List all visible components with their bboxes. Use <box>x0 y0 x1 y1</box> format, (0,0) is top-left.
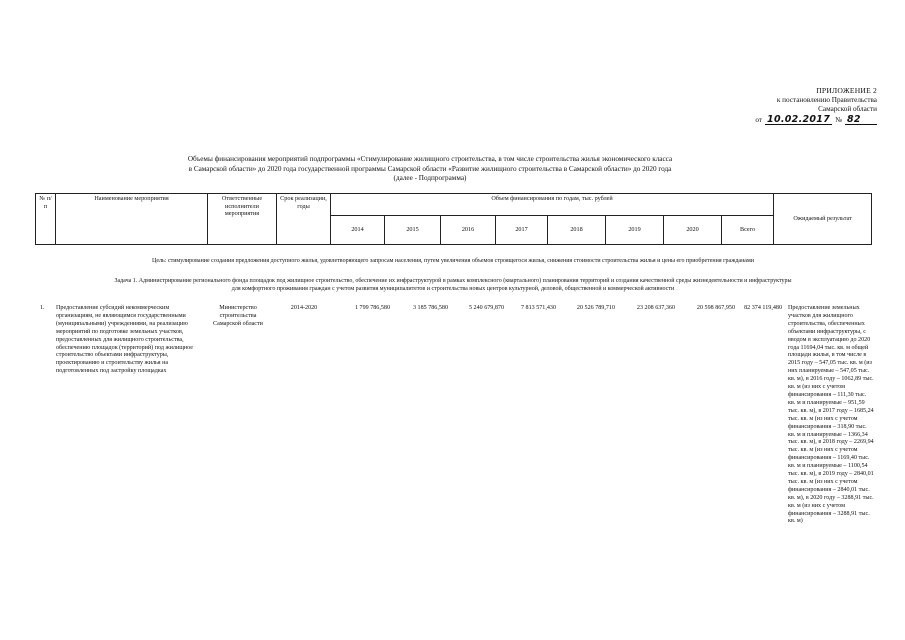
header-year: 2016 <box>441 215 496 244</box>
amount-2017: 7 813 571,430 <box>520 305 556 311</box>
task-block <box>35 278 871 293</box>
heading-line-3: (далее - Подпрограмма) <box>393 174 467 182</box>
header-year: 2020 <box>664 215 722 244</box>
executor: Министерство строительства Самарской области <box>213 305 263 327</box>
heading-line-2: в Самарской области» до 2020 года государственной программы Самарской области «Развитие жилищного строительства в Самарской области» до 2020 года <box>188 164 672 173</box>
amount-2014: 1 799 786,580 <box>354 305 390 311</box>
amount-2016: 5 240 679,870 <box>468 305 504 311</box>
appendix-block <box>727 86 877 125</box>
header-total: Всего <box>722 215 774 244</box>
document-heading <box>150 155 710 184</box>
from-label: от <box>755 115 763 124</box>
activity-name: Предоставление субсидий некоммерческим организациям, не являющимся государственными (муниципальными) учреждениями, на реализацию мероприятий по подготовке земельных участков, предоставленных для жилищного строительства, обеспечению площадок (территорий) под жилищное строительство объектами инфраструктуры, проектированию и строительству жилья на подготовленных под застройку площадках <box>56 305 193 375</box>
header-term: Срок реализации, годы <box>277 194 331 245</box>
heading-line-1: Объемы финансирования мероприятий подпрограммы «Стимулирование жилищного строительства, в том числе строительства жилья экономического класса <box>187 155 673 163</box>
header-year: 2018 <box>548 215 606 244</box>
amount-total: 82 374 119,480 <box>744 305 782 311</box>
task-line-2: для комфортного проживания граждан с учетом развития муниципалитетов и строительства новых центров культурной, деловой, общественной и коммерческой активности <box>231 285 675 292</box>
appendix-title: ПРИЛОЖЕНИЕ 2 <box>816 86 877 95</box>
appendix-line-1: к постановлению Правительства <box>776 95 877 104</box>
expected-result: Предоставление земельных участков для жилищного строительства, обеспеченных объектами инфраструктуры, с вводом в эксплуатацию до 2020 года 11694,04 тыс. кв. м общей площади жилья, в том числе в 2015 году – 547,05 тыс. кв. м (из них планируемые – 547,05 тыс. кв. м), в 2016 году – 1062,89 тыс. кв. м (из них с учетом финансирования – 111,30 тыс. кв. м и планируемые – 951,59 тыс. кв. м), в 2017 году – 1685,24 тыс. кв. м (из них с учетом финансирования – 318,90 тыс. кв. м и планируемые – 1366,34 тыс. кв. м), в 2018 году – 2269,94 тыс. кв. м (из них с учетом финансирования – 1169,40 тыс. кв. м и планируемые – 1100,54 тыс. кв. м), в 2019 году – 2840,01 тыс. кв. м (из них с учетом финансирования – 2840,01 тыс. кв. м), в 2020 году – 3288,91 тыс. кв. м (из них с учетом финансирования – 3288,91 тыс. кв. м) <box>788 305 874 525</box>
header-year: 2015 <box>385 215 441 244</box>
row-number: 1. <box>40 305 45 311</box>
header-year: 2019 <box>606 215 664 244</box>
handwritten-number: 82 <box>845 115 877 126</box>
header-volume: Объем финансирования по годам, тыс. рублей <box>331 194 774 216</box>
header-year: 2017 <box>496 215 548 244</box>
appendix-line-2: Самарской области <box>818 105 877 113</box>
amount-2019: 23 208 637,360 <box>636 305 675 311</box>
task-line-1: Задача 1. Администрирование регионального фонда площадок под жилищное строительство, обеспечение их инфраструктурой в рамках комплексного (квартального) планирования территорий и создания качественной среды жизнедеятельности и инфраструктуры <box>114 278 792 284</box>
header-num: № п/п <box>36 194 56 245</box>
amount-2018: 20 526 789,710 <box>576 305 615 311</box>
goal-text: Цель: стимулирование создания предложения доступного жилья, удовлетворяющего запросам населения, путем увеличения объемов строящегося жилья, снижения стоимости строительства жилья и цены его приобретения гражданами <box>152 258 754 264</box>
implementation-term: 2014-2020 <box>290 305 318 311</box>
financing-table <box>35 193 872 245</box>
handwritten-date: 10.02.2017 <box>767 113 831 125</box>
amount-2015: 3 185 786,580 <box>412 305 448 311</box>
order-reference <box>727 115 877 126</box>
header-year: 2014 <box>331 215 385 244</box>
amount-2020: 20 598 867,950 <box>696 305 735 311</box>
header-name: Наименование мероприятия <box>56 194 208 245</box>
number-label: № <box>835 115 842 124</box>
header-executor: Ответственные исполнители мероприятия <box>208 194 277 245</box>
header-expected: Ожидаемый результат <box>774 194 872 245</box>
